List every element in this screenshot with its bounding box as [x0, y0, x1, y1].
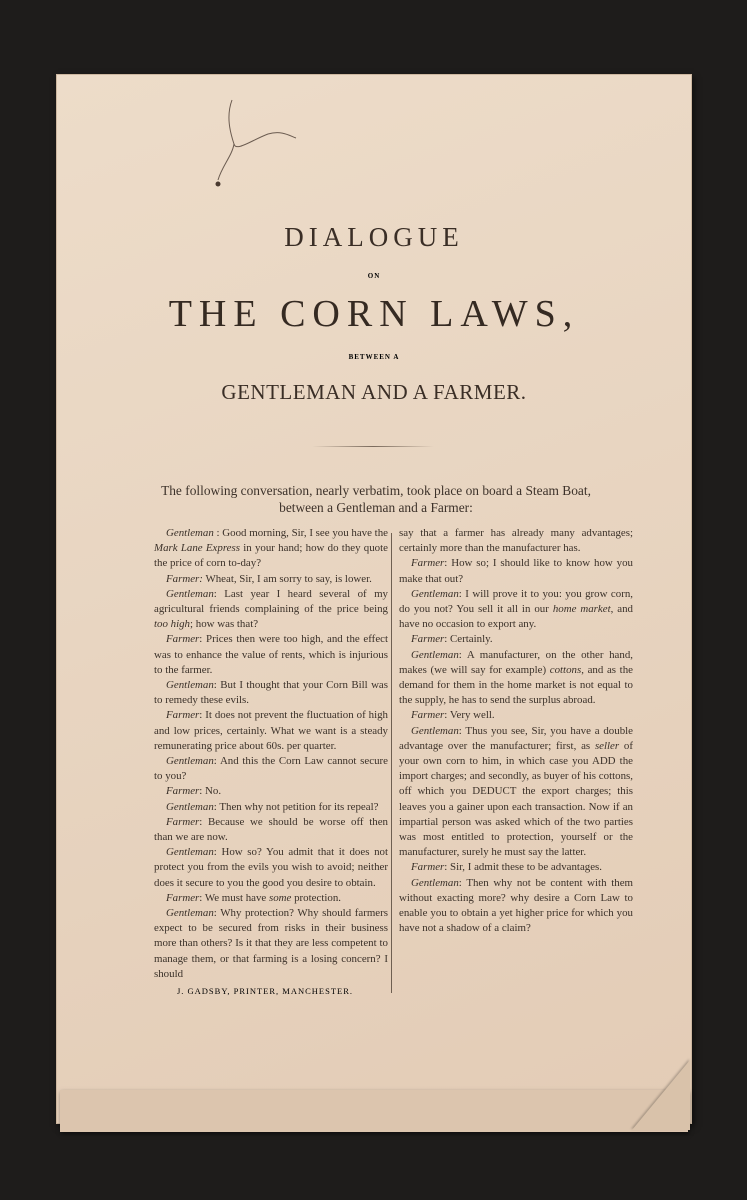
printer-imprint: J. GADSBY, PRINTER, MANCHESTER.	[176, 986, 354, 996]
speaker-name: Farmer:	[166, 572, 203, 585]
dialogue-paragraph: Gentleman: Thus you see, Sir, you have a double advantage over the manufacturer; first, as seller of your own corn to him, in which case you ADD the import charges; and secondly, as buyer of his cottons, off which you DEDUCT the export charges; this leaves you a gainer upon each transaction. Now if an impartial person was asked which of the two parties was most entitled to protection, yourself or the manufacturer, surely he must say the latter.	[399, 724, 634, 859]
dialogue-paragraph: Gentleman: And this the Corn Law cannot secure to you?	[154, 755, 388, 783]
speaker-name: Gentleman	[166, 800, 214, 813]
intro-paragraph: The following conversation, nearly verbatim, took place on board a Steam Boat, between a Gentleman and a Farmer:	[161, 483, 591, 515]
emphasis-text: too high	[154, 618, 191, 631]
dialogue-paragraph: Gentleman: Why protection? Why should farmers expect to be secured from risks in their business more than others? Is it that they are less competent to manage them, or that farming is a losing concern? I should	[154, 907, 388, 980]
emphasis-text: cottons	[549, 663, 582, 676]
dialogue-paragraph: say that a farmer has already many advantages; certainly more than the manufacturer has.	[399, 527, 633, 555]
dialogue-paragraph: Farmer: Very well.	[411, 709, 495, 722]
emphasis-text: some	[269, 891, 292, 904]
dialogue-paragraph: Gentleman: How so? You admit that it does not protect you from the evils you wish to avoid; neither does it secure to you the good you desire to obtain.	[154, 846, 388, 889]
ornamental-rule	[312, 446, 434, 447]
title-gentleman-farmer: GENTLEMAN AND A FARMER.	[221, 380, 527, 404]
speaker-name: Farmer	[411, 709, 445, 722]
dialogue-paragraph: Farmer: Wheat, Sir, I am sorry to say, is lower.	[166, 572, 372, 585]
dialogue-paragraph: Gentleman: Then why not petition for its repeal?	[166, 800, 379, 813]
dialogue-paragraph: Farmer: Certainly.	[411, 633, 493, 646]
emphasis-text: seller	[594, 739, 620, 752]
pencil-mark-icon	[212, 96, 302, 196]
speaker-name: Farmer	[411, 633, 445, 646]
speaker-name: Farmer	[411, 557, 445, 570]
dialogue-paragraph: Gentleman: Then why not be content with them without exacting more? why desire a Corn Law to enable you to obtain a yet higher price for which you have not a shadow of a claim?	[399, 876, 633, 935]
under-sheet	[60, 1090, 688, 1132]
speaker-name: Gentleman	[411, 724, 459, 737]
dialogue-paragraph: Farmer: It does not prevent the fluctuation of high and low prices, certainly. What we want is a steady remunerating price about 60s. per quarter.	[154, 709, 389, 752]
column-divider	[391, 533, 392, 993]
speaker-name: Gentleman	[166, 755, 214, 768]
speaker-name: Farmer	[166, 815, 200, 828]
dialogue-paragraph: Gentleman : Good morning, Sir, I see you have the Mark Lane Express in your hand; how do they quote the price of corn to-day?	[154, 527, 388, 570]
emphasis-text: home market	[552, 603, 611, 616]
dialogue-paragraph: Farmer: Because we should be worse off then than we are now.	[154, 815, 389, 844]
speaker-name: Gentleman	[166, 587, 214, 600]
folded-corner	[632, 1060, 690, 1130]
speaker-name: Gentleman	[411, 648, 459, 661]
dialogue-paragraph: Gentleman: But I thought that your Corn Bill was to remedy these evils.	[154, 679, 389, 707]
title-on: ON	[367, 272, 381, 280]
title-corn-laws: THE CORN LAWS,	[168, 293, 580, 335]
speaker-name: Gentleman	[411, 587, 459, 600]
speaker-name: Gentleman	[166, 907, 214, 920]
speaker-name: Farmer	[166, 785, 200, 798]
speaker-name: Farmer	[411, 861, 445, 874]
emphasis-text: Mark Lane Express	[154, 542, 240, 555]
dialogue-paragraph: Farmer: Sir, I admit these to be advantages.	[411, 861, 603, 874]
dialogue-paragraph: Farmer: Prices then were too high, and the effect was to enhance the value of rents, which is injurious to the farmer.	[154, 633, 389, 676]
speaker-name: Gentleman	[166, 527, 214, 539]
dialogue-paragraph: Gentleman: Last year I heard several of my agricultural friends complaining of the price being too high; how was that?	[154, 587, 389, 631]
speaker-name: Gentleman	[411, 876, 459, 889]
speaker-name: Gentleman	[166, 679, 214, 692]
right-column	[399, 526, 633, 936]
speaker-name: Farmer	[166, 633, 200, 646]
speaker-name: Gentleman	[166, 846, 214, 859]
speaker-name: Farmer	[166, 891, 200, 904]
dialogue-paragraph: Gentleman: I will prove it to you: you grow corn, do you not? You sell it all in our home market, and have no occasion to export any.	[399, 587, 634, 631]
title-dialogue: DIALOGUE	[284, 222, 464, 252]
title-between: BETWEEN A	[348, 353, 400, 361]
left-column	[154, 526, 388, 982]
dialogue-paragraph: Farmer: How so; I should like to know how you make that out?	[399, 557, 633, 585]
dialogue-paragraph: Farmer: No.	[166, 785, 222, 798]
speaker-name: Farmer	[166, 709, 200, 722]
dialogue-paragraph: Farmer: We must have some protection.	[166, 891, 341, 904]
dialogue-paragraph: Gentleman: A manufacturer, on the other hand, makes (we will say for example) cottons, and as the demand for them in the home market is not equal to the supply, he has to send the surplus abroad.	[399, 648, 633, 707]
